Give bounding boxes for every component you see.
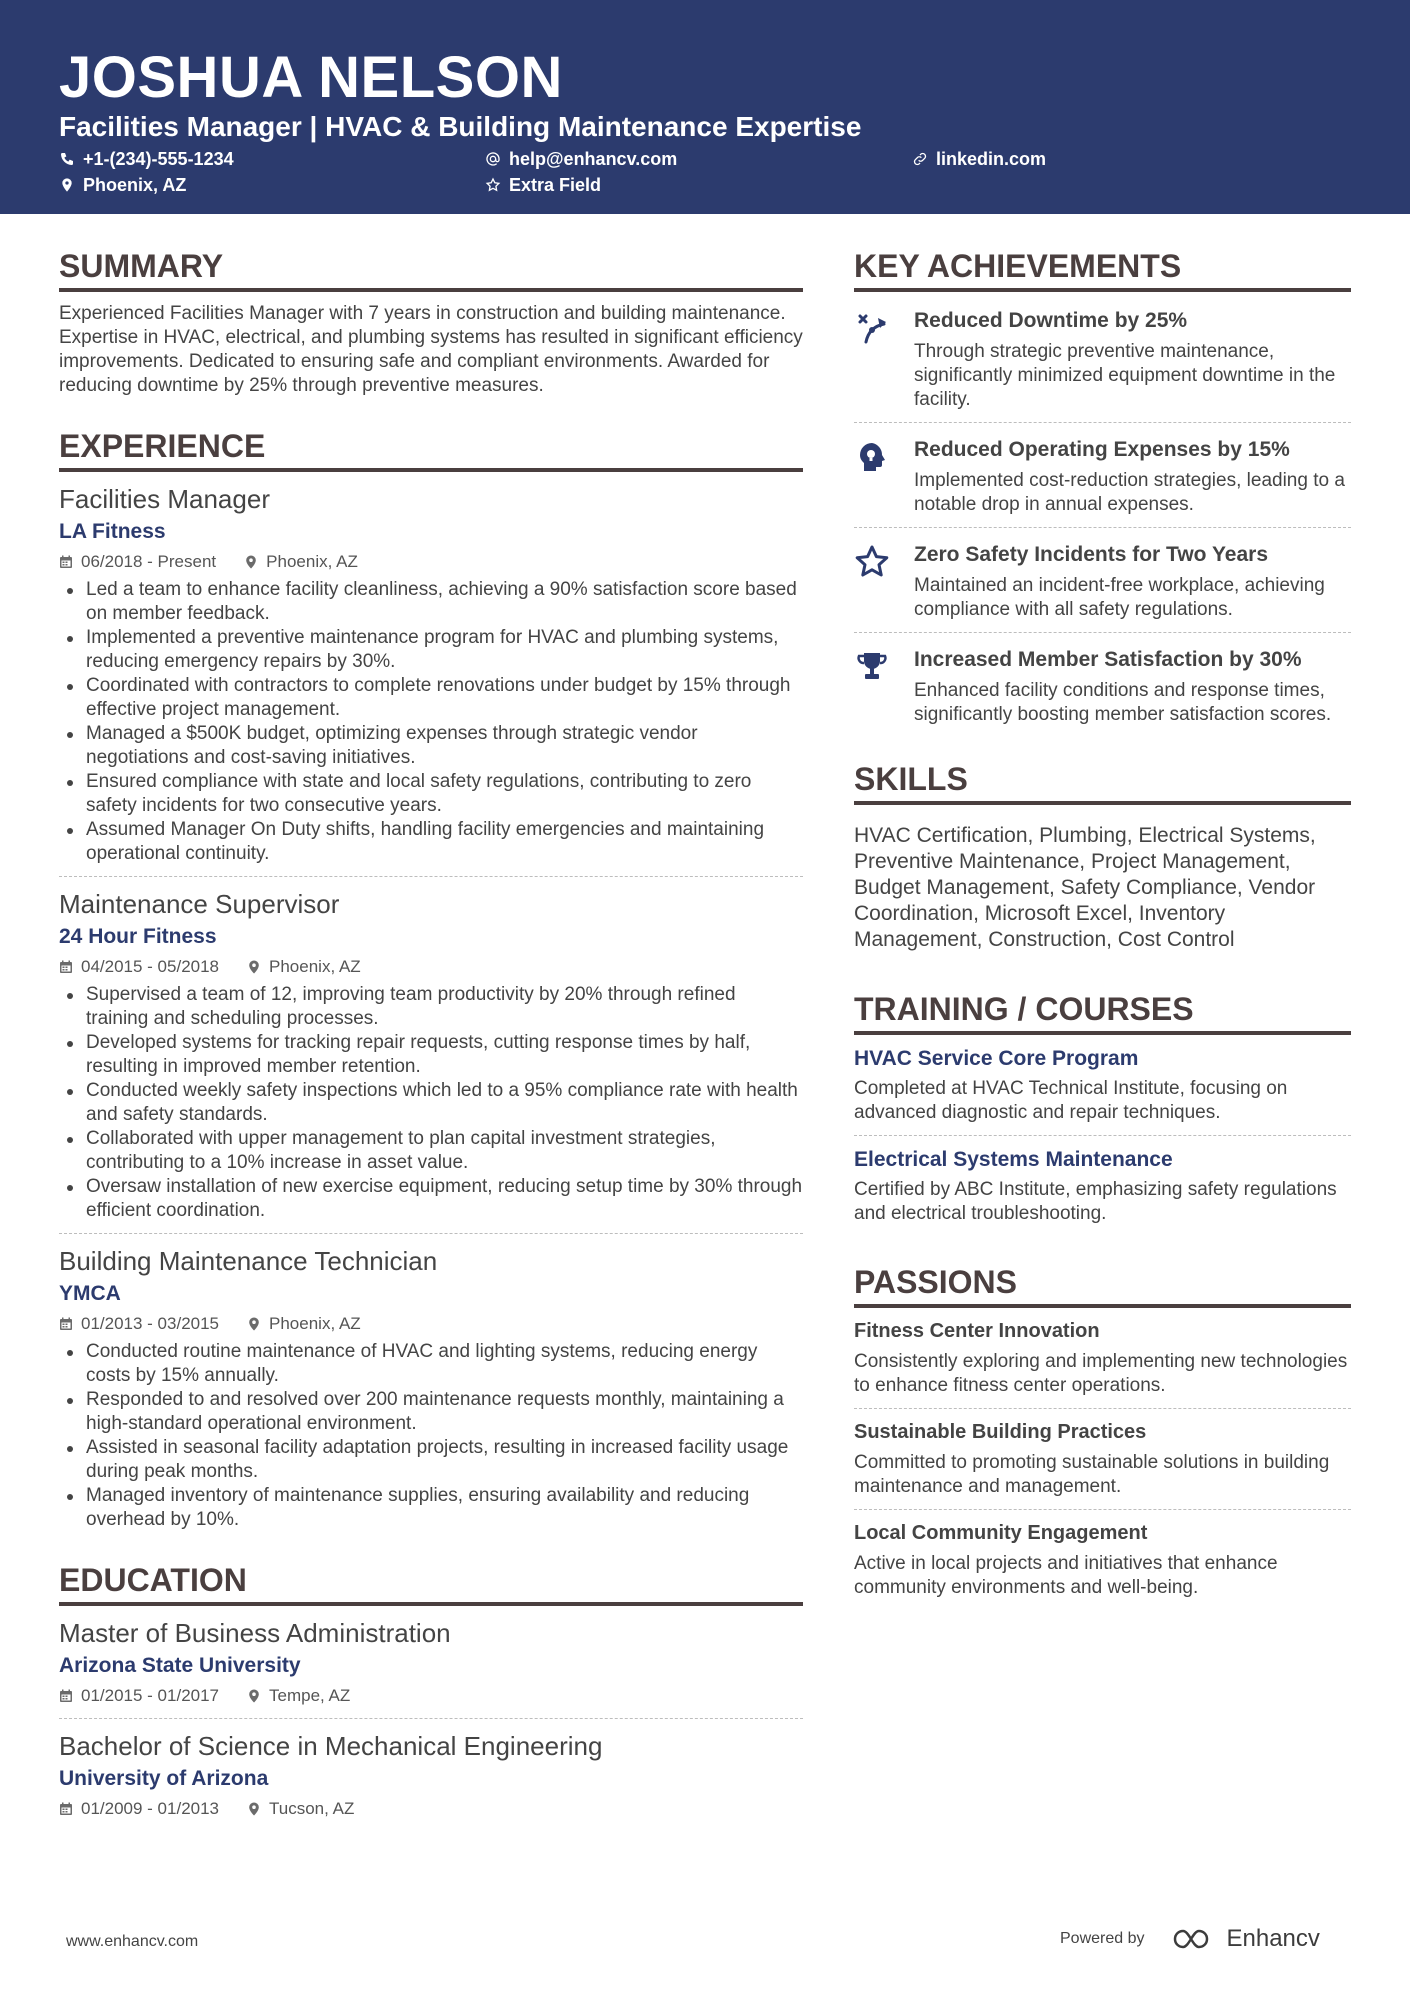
calendar-icon — [59, 1689, 73, 1703]
at-icon — [485, 151, 501, 167]
contact-location — [59, 174, 186, 196]
calendar-icon — [59, 1317, 73, 1331]
bullet-item: Developed systems for tracking repair requests, cutting response times by half, resulting in improved member retention. — [59, 1031, 803, 1079]
education-degree: Master of Business Administration — [59, 1618, 451, 1648]
entry-divider — [854, 1408, 1351, 1409]
bullet-item: Conducted weekly safety inspections which led to a 95% compliance rate with health and safety standards. — [59, 1079, 803, 1127]
bullet-item: Coordinated with contractors to complete renovations under budget by 15% through effective project management. — [59, 674, 803, 722]
enhancv-logo[interactable] — [1171, 1925, 1320, 1953]
education-school: University of Arizona — [59, 1767, 269, 1790]
education-meta — [59, 1797, 803, 1821]
job-role: Facilities Manager — [59, 484, 270, 514]
education-dates: 01/2015 - 01/2017 — [81, 1686, 220, 1705]
entry-divider — [854, 632, 1351, 633]
job-meta — [59, 1312, 803, 1336]
skills-section — [854, 759, 1351, 953]
candidate-headline: Facilities Manager | HVAC & Building Maintenance Expertise — [59, 111, 862, 142]
course-desc: Certified by ABC Institute, emphasizing safety regulations and electrical troubleshooting. — [854, 1179, 1337, 1224]
entry-divider — [854, 527, 1351, 528]
job-bullets — [59, 983, 803, 1223]
contact-extra — [485, 174, 601, 196]
bullet-item: Managed a $500K budget, optimizing expenses through strategic vendor negotiations and cost-saving initiatives. — [59, 722, 803, 770]
passion-item — [854, 1318, 1351, 1398]
location-pin-icon — [247, 1802, 261, 1816]
location-pin-icon — [247, 1689, 261, 1703]
achievement-item — [854, 431, 1351, 523]
training-item — [854, 1146, 1351, 1226]
achievement-desc: Maintained an incident-free workplace, achieving compliance with all safety regulations. — [914, 575, 1325, 620]
contact-phone — [59, 148, 234, 170]
job-bullets — [59, 1340, 803, 1532]
entry-divider — [854, 1509, 1351, 1510]
bullet-item: Ensured compliance with state and local safety regulations, contributing to zero safety incidents for two consecutive years. — [59, 770, 803, 818]
job-meta — [59, 955, 803, 979]
skills-title: SKILLS — [854, 759, 1351, 805]
footer-branding — [1060, 1925, 1320, 1953]
calendar-icon — [59, 555, 73, 569]
bullet-item: Supervised a team of 12, improving team productivity by 20% through refined training and scheduling processes. — [59, 983, 803, 1031]
passion-item — [854, 1419, 1351, 1499]
job-bullets — [59, 578, 803, 866]
course-title: Electrical Systems Maintenance — [854, 1148, 1173, 1171]
job-dates: 04/2015 - 05/2018 — [81, 957, 220, 976]
extra-field-text: Extra Field — [509, 175, 602, 195]
training-section — [854, 989, 1351, 1226]
passion-desc: Consistently exploring and implementing new technologies to enhance fitness center operations. — [854, 1351, 1348, 1396]
education-school: Arizona State University — [59, 1654, 301, 1677]
bullet-item: Oversaw installation of new exercise equipment, reducing setup time by 30% through efficient coordination. — [59, 1175, 803, 1223]
linkedin-text[interactable]: linkedin.com — [936, 149, 1047, 169]
education-section — [59, 1560, 803, 1821]
passion-desc: Committed to promoting sustainable solutions in building maintenance and management. — [854, 1452, 1330, 1497]
education-entry — [59, 1729, 803, 1821]
education-location: Tucson, AZ — [269, 1799, 355, 1818]
contact-linkedin[interactable] — [912, 148, 1046, 170]
footer-website[interactable]: www.enhancv.com — [66, 1933, 199, 1950]
link-icon — [912, 151, 928, 167]
job-company: YMCA — [59, 1282, 121, 1305]
star-icon — [854, 544, 890, 580]
head-bulb-icon — [854, 439, 890, 475]
achievement-desc: Implemented cost-reduction strategies, leading to a notable drop in annual expenses. — [914, 470, 1345, 515]
bullet-item: Collaborated with upper management to plan capital investment strategies, contributing to a 10% increase in asset value. — [59, 1127, 803, 1175]
training-title: TRAINING / COURSES — [854, 989, 1351, 1035]
bullet-item: Responded to and resolved over 200 maintenance requests monthly, maintaining a high-standard operational environment. — [59, 1388, 803, 1436]
job-location: Phoenix, AZ — [269, 1314, 361, 1333]
achievement-title: Reduced Downtime by 25% — [914, 309, 1188, 332]
left-column — [59, 246, 803, 1821]
education-entry — [59, 1616, 803, 1708]
summary-title: SUMMARY — [59, 246, 803, 292]
star-outline-icon — [485, 177, 501, 193]
phone-icon — [59, 151, 75, 167]
passion-item — [854, 1520, 1351, 1600]
resume-header — [0, 0, 1410, 214]
passions-title: PASSIONS — [854, 1262, 1351, 1308]
location-pin-icon — [247, 1317, 261, 1331]
calendar-icon — [59, 960, 73, 974]
brand-name: Enhancv — [1226, 1925, 1320, 1952]
job-role: Maintenance Supervisor — [59, 889, 340, 919]
location-text: Phoenix, AZ — [83, 175, 187, 195]
achievement-item — [854, 536, 1351, 628]
bullet-item: Implemented a preventive maintenance program for HVAC and plumbing systems, reducing emergency repairs by 30%. — [59, 626, 803, 674]
education-location: Tempe, AZ — [269, 1686, 351, 1705]
bullet-item: Assumed Manager On Duty shifts, handling facility emergencies and maintaining operational continuity. — [59, 818, 803, 866]
bullet-item: Conducted routine maintenance of HVAC and lighting systems, reducing energy costs by 15% annually. — [59, 1340, 803, 1388]
location-pin-icon — [59, 177, 75, 193]
contact-email[interactable] — [485, 148, 677, 170]
bullet-item: Managed inventory of maintenance supplies, ensuring availability and reducing overhead by 10%. — [59, 1484, 803, 1532]
achievements-section — [854, 246, 1351, 733]
job-company: LA Fitness — [59, 520, 166, 543]
job-company: 24 Hour Fitness — [59, 925, 217, 948]
powered-by-label: Powered by — [1060, 1930, 1145, 1947]
achievement-title: Zero Safety Incidents for Two Years — [914, 543, 1268, 566]
summary-text: Experienced Facilities Manager with 7 years in construction and building maintenance. Expertise in HVAC, electrical, and plumbing systems has resulted in significant efficiency improvements. Dedicated to ensuring safe and compliant environments. Awarded for reducing downtime by 25% through preventive measures. — [59, 303, 803, 396]
job-dates: 01/2013 - 03/2015 — [81, 1314, 220, 1333]
strategy-icon — [854, 310, 890, 346]
achievement-title: Increased Member Satisfaction by 30% — [914, 648, 1302, 671]
course-desc: Completed at HVAC Technical Institute, focusing on advanced diagnostic and repair techniques. — [854, 1078, 1288, 1123]
achievement-item — [854, 641, 1351, 733]
achievement-title: Reduced Operating Expenses by 15% — [914, 438, 1290, 461]
experience-entry — [59, 887, 803, 1223]
location-pin-icon — [247, 960, 261, 974]
job-meta — [59, 550, 803, 574]
achievement-item — [854, 302, 1351, 418]
job-location: Phoenix, AZ — [269, 957, 361, 976]
training-item — [854, 1045, 1351, 1125]
education-degree: Bachelor of Science in Mechanical Engineering — [59, 1731, 603, 1761]
passion-title: Sustainable Building Practices — [854, 1421, 1147, 1443]
bullet-item: Assisted in seasonal facility adaptation projects, resulting in increased facility usage during peak months. — [59, 1436, 803, 1484]
education-title: EDUCATION — [59, 1560, 803, 1606]
entry-divider — [59, 1718, 803, 1719]
experience-title: EXPERIENCE — [59, 426, 803, 472]
entry-divider — [854, 422, 1351, 423]
education-dates: 01/2009 - 01/2013 — [81, 1799, 220, 1818]
candidate-name: JOSHUA NELSON — [59, 45, 563, 110]
bullet-item: Led a team to enhance facility cleanliness, achieving a 90% satisfaction score based on member feedback. — [59, 578, 803, 626]
experience-entry — [59, 1244, 803, 1532]
passions-section — [854, 1262, 1351, 1600]
entry-divider — [59, 876, 803, 877]
achievements-title: KEY ACHIEVEMENTS — [854, 246, 1351, 292]
location-pin-icon — [244, 555, 258, 569]
achievement-desc: Through strategic preventive maintenance, significantly minimized equipment downtime in the facility. — [914, 341, 1336, 410]
trophy-icon — [854, 649, 890, 685]
enhancv-logo-icon — [1171, 1926, 1219, 1952]
calendar-icon — [59, 1802, 73, 1816]
experience-entry — [59, 482, 803, 866]
passion-title: Fitness Center Innovation — [854, 1320, 1100, 1342]
course-title: HVAC Service Core Program — [854, 1047, 1139, 1070]
job-dates: 06/2018 - Present — [81, 552, 217, 571]
passion-desc: Active in local projects and initiatives that enhance community environments and well-being. — [854, 1553, 1278, 1598]
job-location: Phoenix, AZ — [266, 552, 358, 571]
phone-text: +1-(234)-555-1234 — [83, 149, 234, 169]
email-text[interactable]: help@enhancv.com — [509, 149, 678, 169]
experience-section — [59, 426, 803, 1532]
education-meta — [59, 1684, 803, 1708]
achievement-desc: Enhanced facility conditions and response times, significantly boosting member satisfaction scores. — [914, 680, 1332, 725]
right-column — [854, 246, 1351, 1600]
passion-title: Local Community Engagement — [854, 1522, 1148, 1544]
job-role: Building Maintenance Technician — [59, 1246, 438, 1276]
summary-section — [59, 246, 803, 398]
entry-divider — [854, 1135, 1351, 1136]
entry-divider — [59, 1233, 803, 1234]
skills-text: HVAC Certification, Plumbing, Electrical Systems, Preventive Maintenance, Project Management, Budget Management, Safety Compliance, Vendor Coordination, Microsoft Excel, Inventory Management, Construction, Cost Control — [854, 824, 1316, 951]
